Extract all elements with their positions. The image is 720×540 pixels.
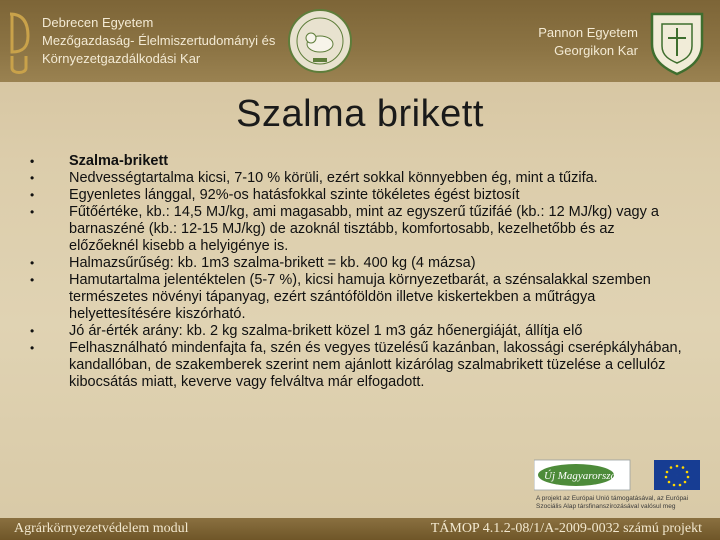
header-left-line-2: Mezőgazdaság- Élelmiszertudományi és	[42, 33, 276, 48]
bullet-item: • Fűtőértéke, kb.: 14,5 MJ/kg, ami magasabb, mint az egyszerű tűzifáé (kb.: 12 MJ/kg) vagy a barnaszéné (kb.: 12-15 MJ/kg) de azoknál tisztább, komfortosabb, kezelhetőbb és az előzőeknél kisebb a helyigénye is.	[24, 204, 684, 255]
slide-title: Szalma brikett	[236, 93, 484, 135]
eu-funding-caption: A projekt az Európai Unió támogatásával, az Európai Szociális Alap társfinanszírozásával valósul meg	[536, 495, 689, 510]
slide-header	[0, 0, 720, 82]
header-left-line-1: Debrecen Egyetem	[42, 15, 154, 30]
footer-project-id: TÁMOP 4.1.2-08/1/A-2009-0032 számú projekt	[430, 521, 702, 536]
bullet-item: • Nedvességtartalma kicsi, 7-10 % körüli, ezért sokkal könnyebben ég, mint a tűzifa.	[24, 170, 684, 187]
bullet-item: • Halmazsűrűség: kb. 1m3 szalma-brikett = kb. 400 kg (4 mázsa)	[24, 255, 684, 272]
university-seal-icon	[287, 8, 353, 74]
du-monogram-logo	[6, 6, 34, 76]
uj-magyarorszag-logo-text: Új Magyarország	[544, 470, 622, 482]
header-left-line-3: Környezetgazdálkodási Kar	[42, 51, 201, 66]
bullet-item: • Szalma-brikett	[24, 153, 684, 170]
slide-footer	[0, 518, 720, 540]
footer-module-name: Agrárkörnyezetvédelem modul	[14, 521, 189, 536]
bullet-list	[24, 153, 684, 391]
faculty-name-left	[42, 14, 275, 68]
bullet-item: • Hamutartalma jelentéktelen (5-7 %), kicsi hamuja környezetbarát, a szénsalakkal szemben természetes növényi tápanyag, ezért szántóföldön illetve kiskertekben a műtrágya helyettesítésére kiszórható.	[24, 272, 684, 323]
bullet-item: • Felhasználható mindenfajta fa, szén és vegyes tüzelésű kazánban, lakossági cserépkályhában, kandallóban, de szakemberek szerint nem ajánlott kizárólag szalmabrikett tüzelése a cellulóz kibocsátás miatt, keverve vagy felváltva már elfogadott.	[24, 340, 684, 391]
bullet-item: • Egyenletes lánggal, 92%-os hatásfokkal szinte tökéletes égést biztosít	[24, 187, 684, 204]
header-right-line-1: Pannon Egyetem	[538, 25, 638, 40]
georgikon-crest-icon	[646, 8, 708, 76]
bullet-item: • Jó ár-érték arány: kb. 2 kg szalma-brikett közel 1 m3 gáz hőenergiáját, állítja elő	[24, 323, 684, 340]
faculty-name-right	[520, 24, 638, 60]
header-right-line-2: Georgikon Kar	[554, 43, 638, 58]
